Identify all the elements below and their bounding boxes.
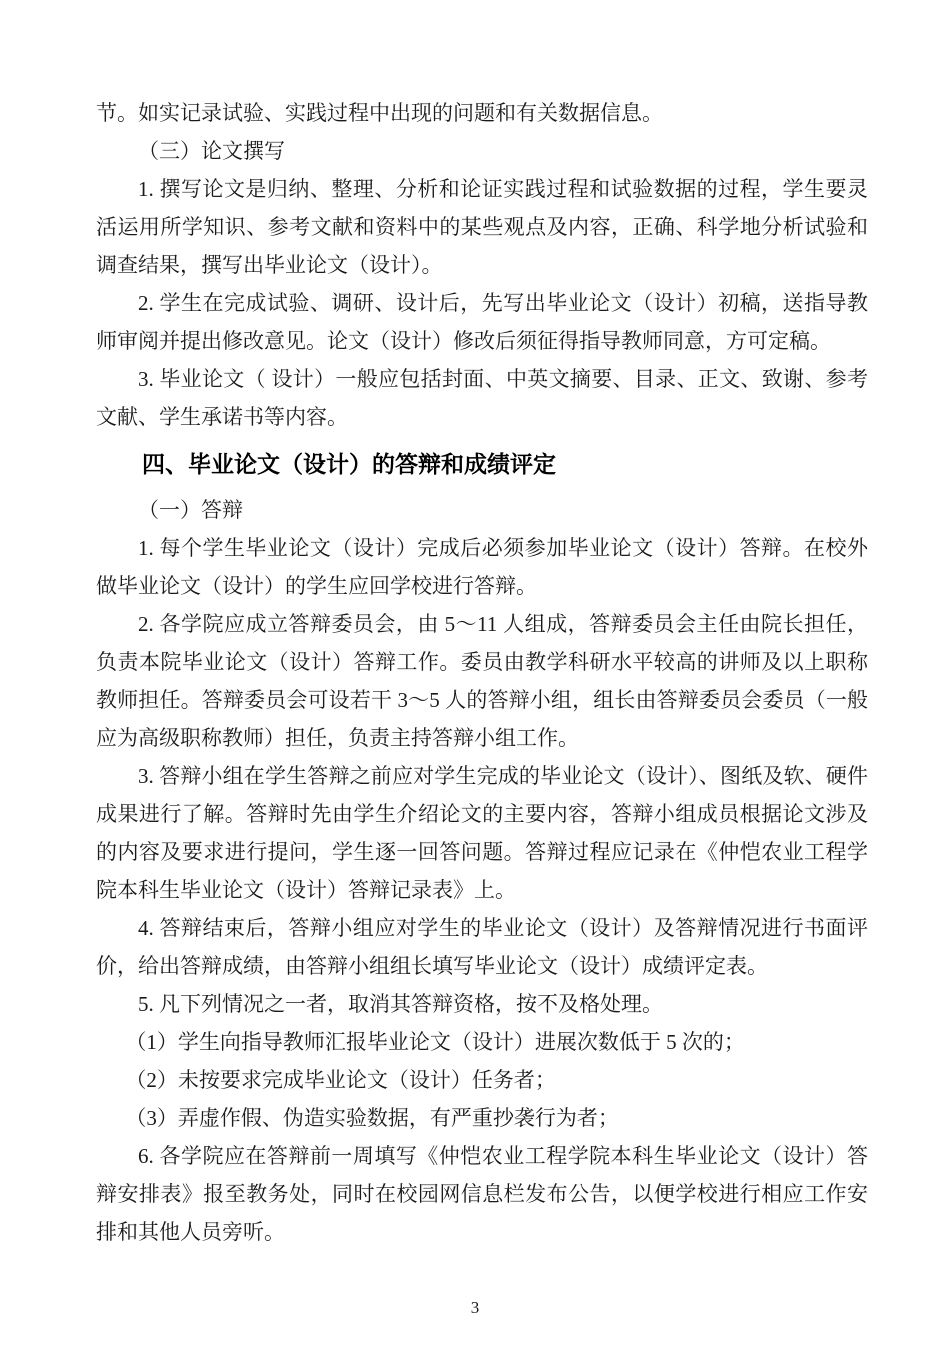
list-item-2: （2）未按要求完成毕业论文（设计）任务者； (125, 1068, 556, 1092)
paragraph-defense-1: 1. 每个学生毕业论文（设计）完成后必须参加毕业论文（设计）答辩。在校外做毕业论文（设计）的学生应回学校进行答辩。 (96, 536, 868, 598)
list-item-1: （1）学生向指导教师汇报毕业论文（设计）进展次数低于 5 次的； (125, 1030, 745, 1054)
paragraph-defense-5: 5. 凡下列情况之一者，取消其答辩资格，按不及格处理。 (138, 992, 663, 1016)
page-number: 3 (470, 1298, 480, 1317)
subsection-label-defense: （一）答辩 (138, 498, 243, 522)
paragraph-writing-1: 1. 撰写论文是归纳、整理、分析和论证实践过程和试验数据的过程，学生要灵活运用所学知识、参考文献和资料中的某些观点及内容，正确、科学地分析试验和调查结果，撰写出毕业论文（设计）。 (96, 177, 868, 277)
paragraph-defense-3: 3. 答辩小组在学生答辩之前应对学生完成的毕业论文（设计）、图纸及软、硬件成果进行了解。答辩时先由学生介绍论文的主要内容，答辩小组成员根据论文涉及的内容及要求进行提问，学生逐一回答问题。答辩过程应记录在《仲恺农业工程学院本科生毕业论文（设计）答辩记录表》上。 (96, 764, 868, 902)
subsection-label-3: （三）论文撰写 (138, 139, 285, 163)
list-item-3: （3）弄虚作假、伪造实验数据，有严重抄袭行为者； (125, 1106, 619, 1130)
paragraph-defense-6: 6. 各学院应在答辩前一周填写《仲恺农业工程学院本科生毕业论文（设计）答辩安排表》报至教务处，同时在校园网信息栏发布公告，以便学校进行相应工作安排和其他人员旁听。 (96, 1144, 868, 1244)
paragraph-defense-4: 4. 答辩结束后，答辩小组应对学生的毕业论文（设计）及答辩情况进行书面评价，给出答辩成绩，由答辩小组组长填写毕业论文（设计）成绩评定表。 (96, 916, 868, 978)
paragraph-writing-2: 2. 学生在完成试验、调研、设计后，先写出毕业论文（设计）初稿，送指导教师审阅并提出修改意见。论文（设计）修改后须征得指导教师同意，方可定稿。 (96, 291, 868, 353)
paragraph-writing-3: 3. 毕业论文（ 设计）一般应包括封面、中英文摘要、目录、正文、致谢、参考文献、学生承诺书等内容。 (96, 367, 868, 429)
paragraph-continuation: 节。如实记录试验、实践过程中出现的问题和有关数据信息。 (96, 101, 663, 125)
page-footer (0, 1298, 950, 1318)
paragraph-defense-2: 2. 各学院应成立答辩委员会，由 5～11 人组成，答辩委员会主任由院长担任，负责本院毕业论文（设计）答辩工作。委员由教学科研水平较高的讲师及以上职称教师担任。答辩委员会可设若干 3～5 人的答辩小组，组长由答辩委员会委员（一般应为高级职称教师）担任，负责主持答辩小组工作。 (96, 612, 868, 750)
section-heading: 四、毕业论文（设计）的答辩和成绩评定 (142, 451, 556, 477)
